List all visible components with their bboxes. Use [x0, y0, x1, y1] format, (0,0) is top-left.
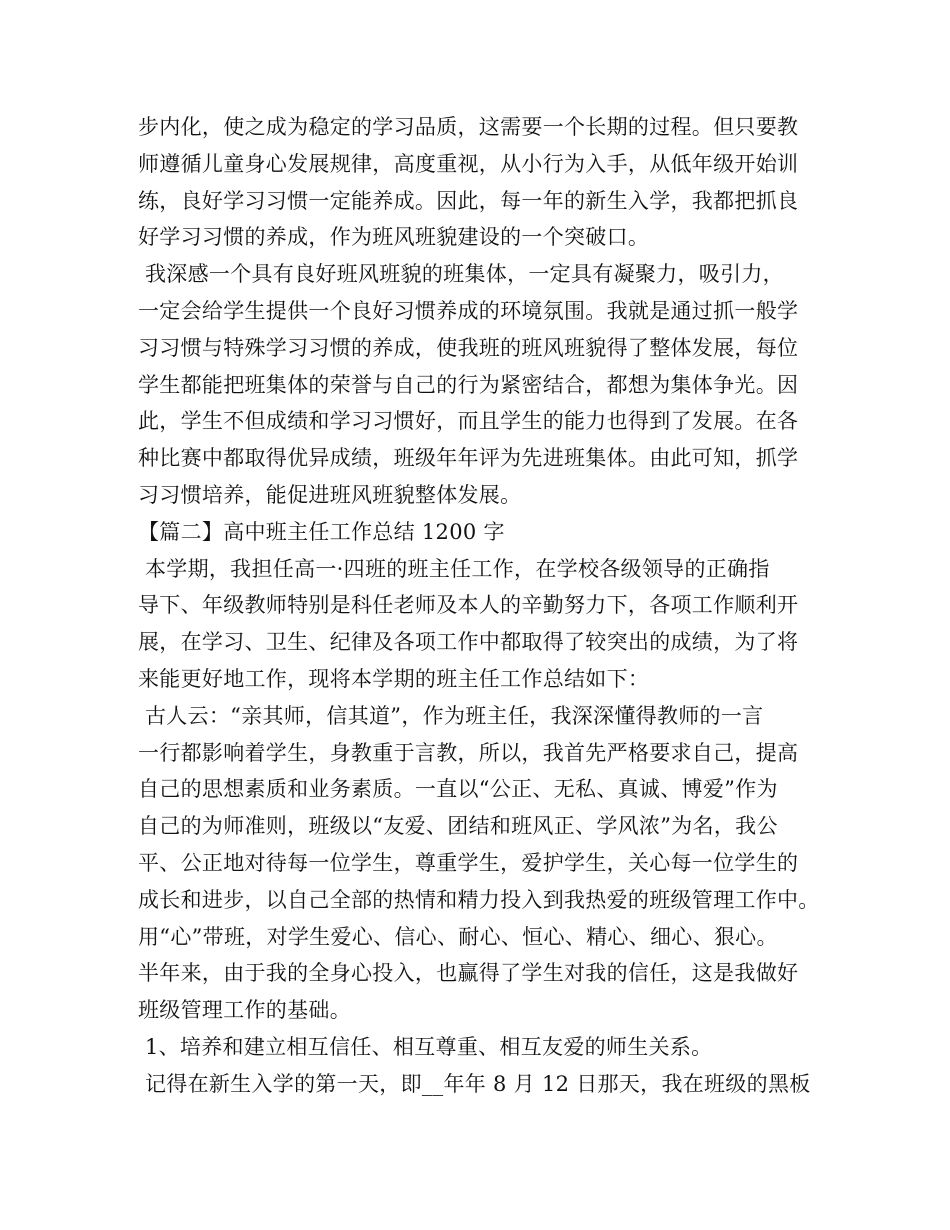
text-line: 本学期，我担任高一·四班的班主任工作，在学校各级领导的正确指	[138, 556, 770, 581]
text-line: 成长和进步，以自己全部的热情和精力投入到我热爱的班级管理工作中。	[138, 887, 820, 912]
text-line: 半年来，由于我的全身心投入，也赢得了学生对我的信任，这是我做好	[138, 961, 799, 986]
text-line: 一定会给学生提供一个良好习惯养成的环境氛围。我就是通过抓一般学	[138, 298, 799, 323]
text-line: 自己的思想素质和业务素质。一直以“公正、无私、真诚、博爱”作为	[138, 777, 778, 802]
text-line: 习习惯与特殊学习习惯的养成，使我班的班风班貌得了整体发展，每位	[138, 335, 799, 360]
section-heading: 【篇二】高中班主任工作总结 1200 字	[138, 519, 505, 544]
text-line: 用“心”带班，对学生爱心、信心、耐心、恒心、精心、细心、狠心。	[138, 924, 778, 949]
text-line: 我深感一个具有良好班风班貌的班集体，一定具有凝聚力，吸引力，	[138, 262, 784, 287]
document-body	[138, 109, 818, 1103]
text-line: 习习惯培养，能促进班风班貌整体发展。	[138, 482, 522, 507]
text-line: 展，在学习、卫生、纪律及各项工作中都取得了较突出的成绩，为了将	[138, 630, 799, 655]
text-line: 古人云：“亲其师，信其道”，作为班主任，我深深懂得教师的一言	[138, 703, 764, 728]
text-line: 步内化，使之成为稳定的学习品质，这需要一个长期的过程。但只要教	[138, 115, 799, 139]
text-line: 导下、年级教师特别是科任老师及本人的辛勤努力下，各项工作顺利开	[138, 593, 799, 618]
text-line: 一行都影响着学生，身教重于言教，所以，我首先严格要求自己，提高	[138, 740, 799, 765]
text-line: 练，良好学习习惯一定能养成。因此，每一年的新生入学，我都把抓良	[138, 188, 799, 213]
text-line: 学生都能把班集体的荣誉与自己的行为紧密结合，都想为集体争光。因	[138, 372, 799, 397]
text-line: 师遵循儿童身心发展规律，高度重视，从小行为入手，从低年级开始训	[138, 151, 799, 176]
text-line: 好学习习惯的养成，作为班风班貌建设的一个突破口。	[138, 225, 650, 250]
text-line: 平、公正地对待每一位学生，尊重学生，爱护学生，关心每一位学生的	[138, 850, 799, 875]
text-line: 自己的为师准则，班级以“友爱、团结和班风正、学风浓”为名，我公	[138, 814, 778, 839]
text-line: 1、培养和建立相互信任、相互尊重、相互友爱的师生关系。	[138, 1034, 713, 1059]
text-line: 种比赛中都取得优异成绩，班级年年评为先进班集体。由此可知，抓学	[138, 446, 799, 471]
text-line: 班级管理工作的基础。	[138, 998, 351, 1023]
text-line: 此，学生不但成绩和学习习惯好，而且学生的能力也得到了发展。在各	[138, 409, 799, 434]
text-line: 来能更好地工作，现将本学期的班主任工作总结如下：	[138, 666, 650, 691]
text-line: 记得在新生入学的第一天，即__年年 8 月 12 日那天，我在班级的黑板	[138, 1071, 811, 1096]
